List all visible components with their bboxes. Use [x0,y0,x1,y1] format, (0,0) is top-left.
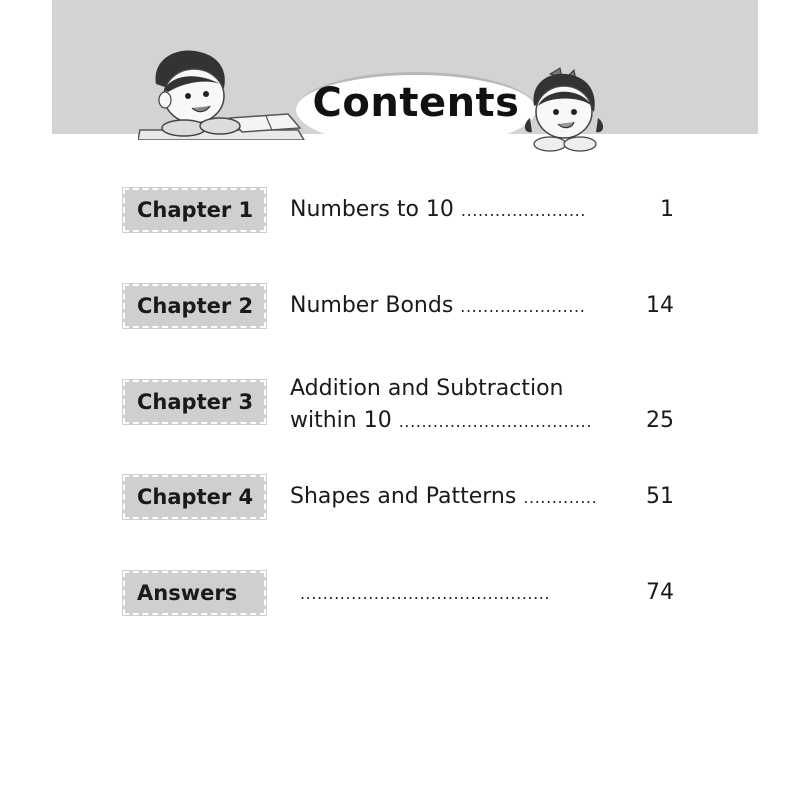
chapter-tag: Chapter 4 [123,475,266,519]
leader-dots: .................................. [398,412,593,431]
page-number: 51 [646,484,674,509]
page-number: 14 [646,293,674,318]
chapter-tag: Chapter 2 [123,284,266,328]
entry-title: Number Bonds [290,293,454,318]
leader-dots: ............. [523,488,598,507]
page-number: 1 [660,197,674,222]
leader-dots: ...................... [460,201,586,220]
girl-smiling-icon [520,66,612,152]
entry-title: Numbers to 10 [290,197,454,222]
chapter-tag: Answers [123,571,266,615]
chapter-tag: Chapter 3 [123,380,266,424]
leader-dots: ............................................ [300,584,551,603]
page-title: Contents [312,80,520,126]
leader-dots: ...................... [460,297,586,316]
boy-reading-icon [138,44,308,140]
entry-title[interactable]: Addition and Subtraction [290,376,564,401]
toc-entry[interactable] [290,197,586,222]
toc-entry[interactable] [290,408,592,433]
entry-title: Shapes and Patterns [290,484,517,509]
toc-entry[interactable] [290,484,597,509]
chapter-tag: Chapter 1 [123,188,266,232]
entry-title-line2: within 10 [290,408,392,433]
page-number: 74 [646,580,674,605]
toc-entry[interactable] [300,580,550,605]
toc-entry[interactable] [290,293,585,318]
page-number: 25 [646,408,674,433]
